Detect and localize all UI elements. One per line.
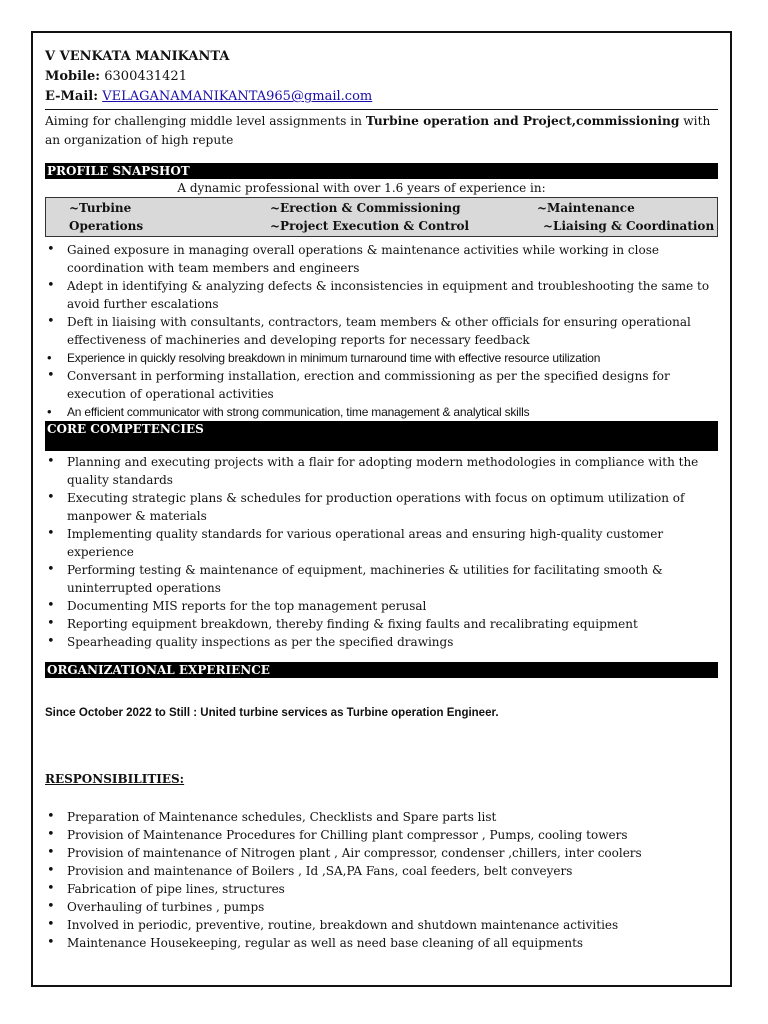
- mobile-number: 6300431421: [104, 69, 187, 84]
- skill-line: ~Liaising & Coordination: [543, 219, 715, 233]
- objective-bold-text: Turbine operation and Project,commissioning: [365, 114, 680, 128]
- list-item: • Fabrication of pipe lines, structures: [45, 880, 718, 898]
- skill-line: ~Erection & Commissioning: [270, 201, 461, 215]
- resume-page: [31, 31, 732, 987]
- list-item: • Planning and executing projects with a flair for adopting modern methodologies in compliance with the quality standards: [45, 453, 718, 489]
- list-item: • An efficient communicator with strong communication, time management & analytical skills: [45, 403, 718, 421]
- skills-box: [45, 197, 718, 237]
- skill-item: [270, 199, 469, 235]
- objective-text-before: Aiming for challenging middle level assignments in: [45, 114, 366, 128]
- list-item: • Executing strategic plans & schedules for production operations with focus on optimum utilization of manpower & materials: [45, 489, 718, 525]
- skill-line: ~Project Execution & Control: [270, 219, 470, 233]
- skill-item: [69, 199, 143, 235]
- list-item: • Provision of maintenance of Nitrogen plant , Air compressor, condenser ,chillers, inter coolers: [45, 844, 718, 862]
- email-label: E-Mail:: [45, 89, 99, 104]
- list-item: • Conversant in performing installation, erection and commissioning as per the specified designs for execution of operational activities: [45, 367, 718, 403]
- section-heading-profile: PROFILE SNAPSHOT: [45, 163, 718, 179]
- mobile-line: [45, 67, 718, 87]
- list-item: • Deft in liaising with consultants, contractors, team members & other officials for ensuring operational effectiveness of machineries and developing reports for necessary feedback: [45, 313, 718, 349]
- skill-line: ~Maintenance: [537, 201, 635, 215]
- list-item: • Adept in identifying & analyzing defects & inconsistencies in equipment and troubleshooting the same to avoid further escalations: [45, 277, 718, 313]
- list-item: • Maintenance Housekeeping, regular as well as need base cleaning of all equipments: [45, 934, 718, 952]
- list-item: • Experience in quickly resolving breakdown in minimum turnaround time with effective resource utilization: [45, 349, 718, 367]
- objective-paragraph: [45, 112, 718, 150]
- skill-item: [537, 199, 714, 235]
- skill-line: ~Turbine: [69, 201, 132, 215]
- list-item: • Gained exposure in managing overall operations & maintenance activities while working in close coordination with team members and engineers: [45, 241, 718, 277]
- list-item: • Spearheading quality inspections as per the specified drawings: [45, 633, 718, 651]
- mobile-label: Mobile:: [45, 69, 101, 84]
- responsibilities-heading: RESPONSIBILITIES:: [45, 772, 185, 786]
- profile-intro: A dynamic professional with over 1.6 years of experience in:: [177, 181, 546, 195]
- experience-summary: Since October 2022 to Still : United turbine services as Turbine operation Engineer.: [45, 707, 499, 719]
- responsibilities-list: [45, 808, 718, 952]
- list-item: • Overhauling of turbines , pumps: [45, 898, 718, 916]
- header-divider: [45, 109, 718, 110]
- list-item: • Preparation of Maintenance schedules, Checklists and Spare parts list: [45, 808, 718, 826]
- candidate-name: V VENKATA MANIKANTA: [45, 49, 230, 64]
- list-item: • Provision of Maintenance Procedures for Chilling plant compressor , Pumps, cooling towers: [45, 826, 718, 844]
- profile-bullet-list: [45, 241, 718, 421]
- list-item: • Performing testing & maintenance of equipment, machineries & utilities for facilitating smooth & uninterrupted operations: [45, 561, 718, 597]
- list-item: • Documenting MIS reports for the top management perusal: [45, 597, 718, 615]
- skill-line: Operations: [69, 219, 144, 233]
- list-item: • Provision and maintenance of Boilers , Id ,SA,PA Fans, coal feeders, belt conveyers: [45, 862, 718, 880]
- list-item: • Reporting equipment breakdown, thereby finding & fixing faults and recalibrating equipment: [45, 615, 718, 633]
- email-line: [45, 87, 718, 107]
- core-bullet-list: [45, 453, 718, 651]
- list-item: • Implementing quality standards for various operational areas and ensuring high-quality customer experience: [45, 525, 718, 561]
- section-heading-experience: ORGANIZATIONAL EXPERIENCE: [45, 662, 718, 678]
- list-item: • Involved in periodic, preventive, routine, breakdown and shutdown maintenance activities: [45, 916, 718, 934]
- section-heading-core: CORE COMPETENCIES: [45, 421, 718, 451]
- email-link[interactable]: VELAGANAMANIKANTA965@gmail.com: [102, 89, 373, 104]
- objective-text-after: with an organization of high repute: [45, 114, 711, 147]
